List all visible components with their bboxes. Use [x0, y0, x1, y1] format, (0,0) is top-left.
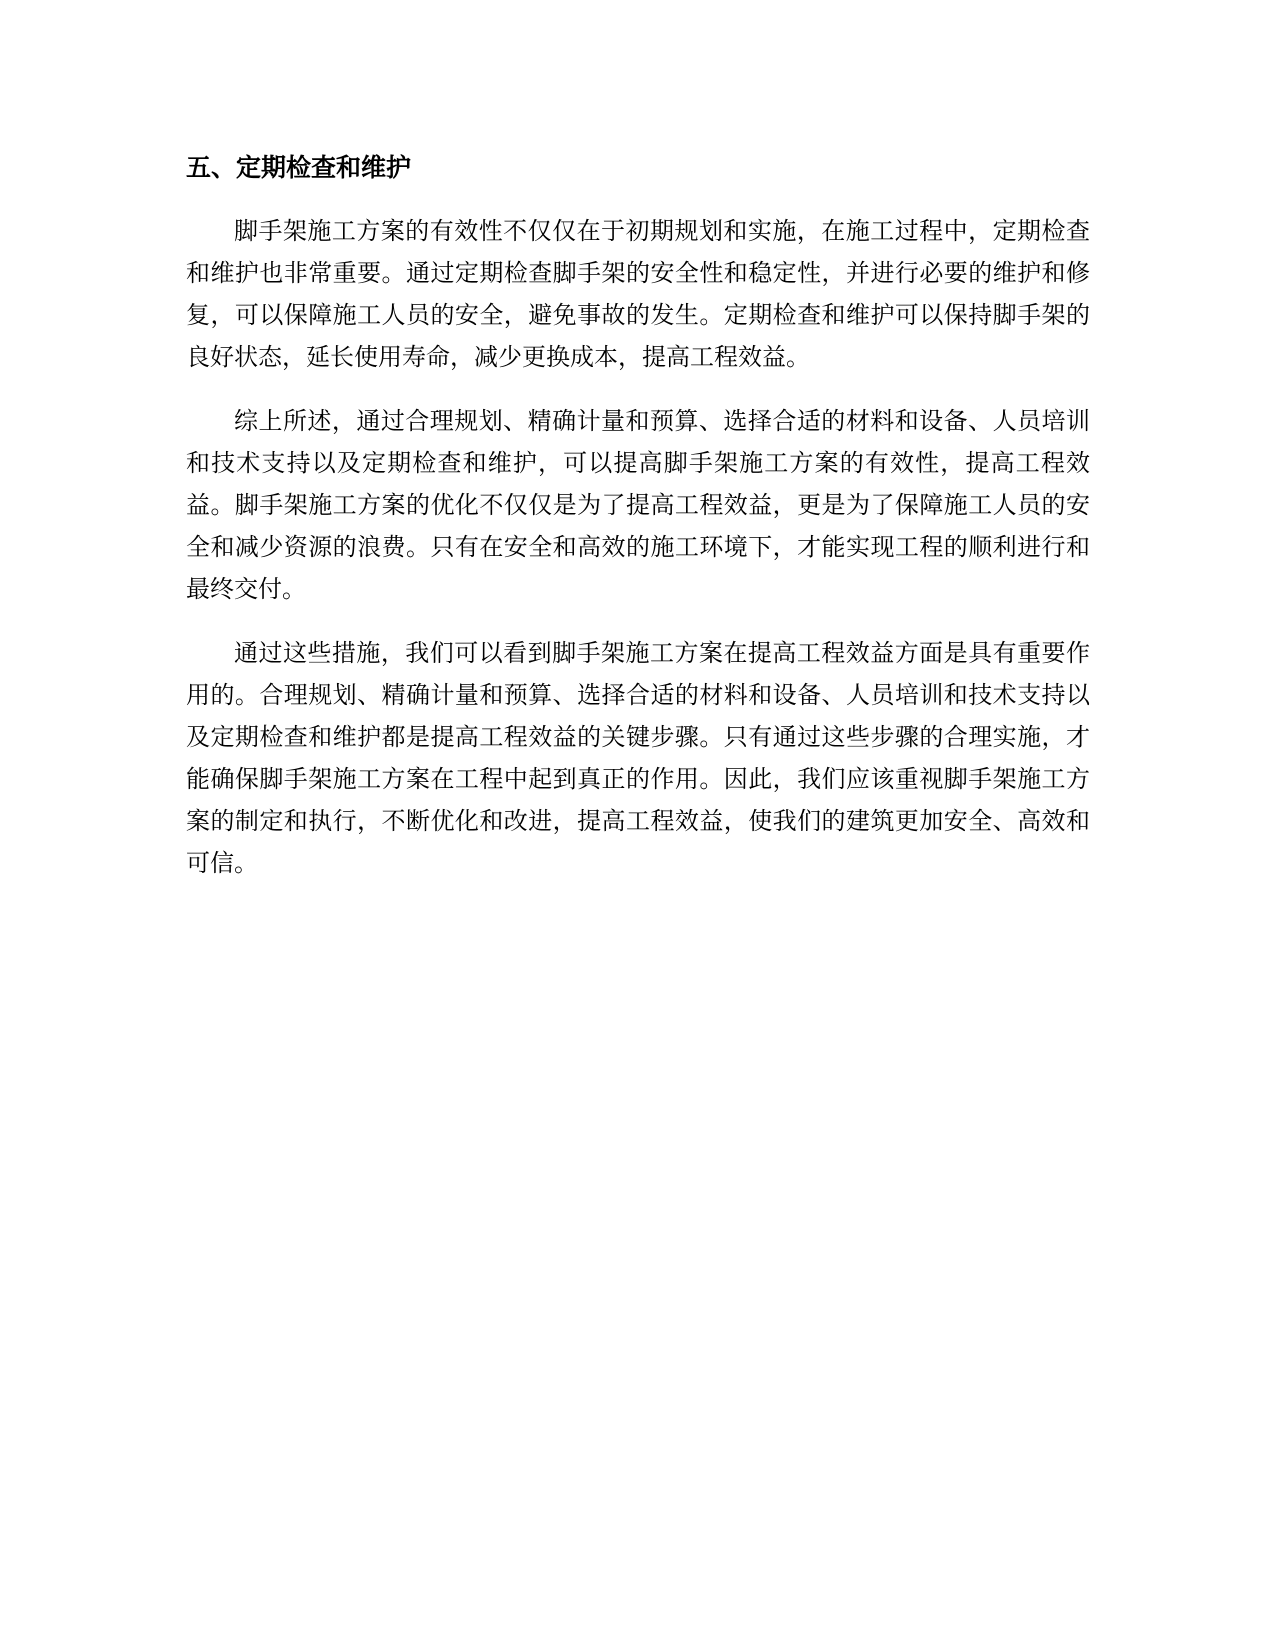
paragraph-maintenance-importance: 脚手架施工方案的有效性不仅仅在于初期规划和实施，在施工过程中，定期检查和维护也非常重要。通过定期检查脚手架的安全性和稳定性，并进行必要的维护和修复，可以保障施工人员的安全，避免事故的发生。定期检查和维护可以保持脚手架的良好状态，延长使用寿命，减少更换成本，提高工程效益。: [186, 217, 1090, 371]
paragraph-conclusion: 通过这些措施，我们可以看到脚手架施工方案在提高工程效益方面是具有重要作用的。合理规划、精确计量和预算、选择合适的材料和设备、人员培训和技术支持以及定期检查和维护都是提高工程效益的关键步骤。只有通过这些步骤的合理实施，才能确保脚手架施工方案在工程中起到真正的作用。因此，我们应该重视脚手架施工方案的制定和执行，不断优化和改进，提高工程效益，使我们的建筑更加安全、高效和可信。: [186, 639, 1090, 877]
document-content: [186, 150, 1090, 906]
section-heading: 五、定期检查和维护: [186, 153, 412, 182]
paragraph-summary: 综上所述，通过合理规划、精确计量和预算、选择合适的材料和设备、人员培训和技术支持以及定期检查和维护，可以提高脚手架施工方案的有效性，提高工程效益。脚手架施工方案的优化不仅仅是为了提高工程效益，更是为了保障施工人员的安全和减少资源的浪费。只有在安全和高效的施工环境下，才能实现工程的顺利进行和最终交付。: [186, 407, 1090, 603]
